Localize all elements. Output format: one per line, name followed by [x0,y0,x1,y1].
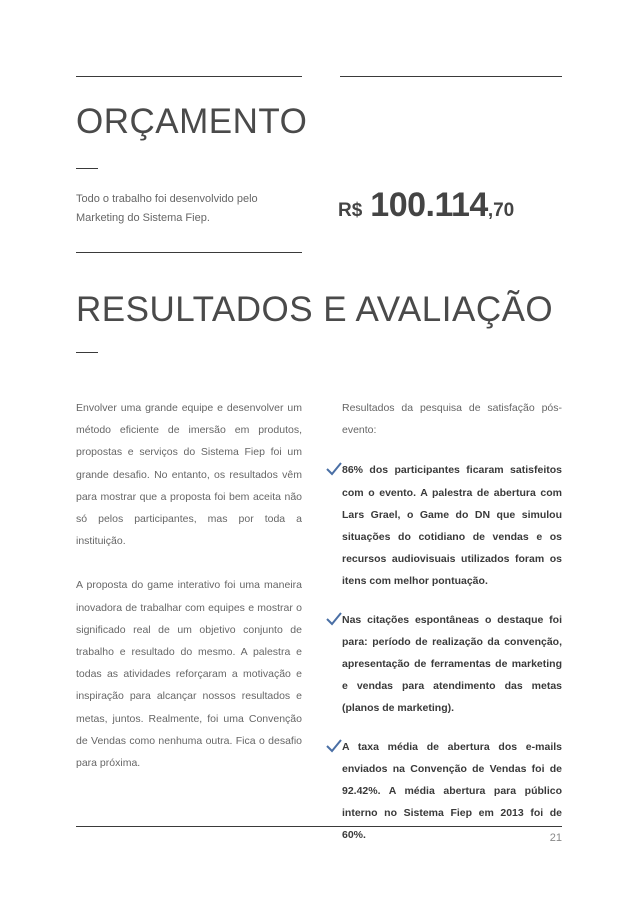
survey-item-1 [342,459,562,592]
survey-item-text: 86% dos participantes ficaram satisfeitos com o evento. A palestra de abertura com Lars Grael, o Game do DN que simulou situações do cotidiano de vendas e os recursos audiovisuais utilizados foram os itens com melhor pontuação. [342,464,562,588]
top-rule-left [76,76,302,77]
survey-item-text: A taxa média de abertura dos e-mails enviados na Convenção de Vendas foi de 92.42%. A média abertura para público interno no Sistema Fiep em 2013 foi de 60%. [342,740,562,842]
survey-intro: Resultados da pesquisa de satisfação pós-evento: [342,402,562,437]
survey-item-2 [342,609,562,720]
page-number: 21 [549,832,562,844]
results-top-rule [76,252,302,253]
survey-item-text: Nas citações espontâneas o destaque foi para: período de realização da convenção, apresentação de ferramentas de marketing e vendas para atendimento das metas (planos de marketing). [342,613,562,715]
checkmark-icon [326,612,342,626]
budget-title: ORÇAMENTO [76,102,308,141]
footer-rule [76,826,562,827]
budget-amount [338,186,514,226]
results-title-underline [76,352,98,353]
results-right-column [342,397,562,863]
budget-amount-decimal: ,70 [487,200,515,221]
budget-description: Todo o trabalho foi desenvolvido pelo Marketing do Sistema Fiep. [76,193,258,224]
results-paragraph-1: Envolver uma grande equipe e desenvolver um método eficiente de imersão em produtos, propostas e serviços do Sistema Fiep foi um grande desafio. No entanto, os resultados vêm para mostrar que a proposta foi bem aceita não só pelos participantes, mas por toda a instituição. [76,402,302,548]
survey-item-3 [342,736,562,847]
budget-amount-integer: 100.114 [370,186,488,224]
results-left-column [76,397,302,796]
checkmark-icon [326,739,342,753]
checkmark-icon [326,462,342,476]
top-rule-right [340,76,562,77]
results-title: RESULTADOS E AVALIAÇÃO [76,290,554,329]
budget-currency: R$ [338,200,363,221]
results-paragraph-2: A proposta do game interativo foi uma maneira inovadora de trabalhar com equipes e mostrar o significado real de um objetivo conjunto de trabalho e resultado do mesmo. A palestra e todas as atividades reforçaram a motivação e inspiração para alcançar nossos resultados e metas, juntos. Realmente, foi uma Convenção de Vendas como nenhuma outra. Fica o desafio para próxima. [76,579,302,770]
budget-title-underline [76,168,98,169]
